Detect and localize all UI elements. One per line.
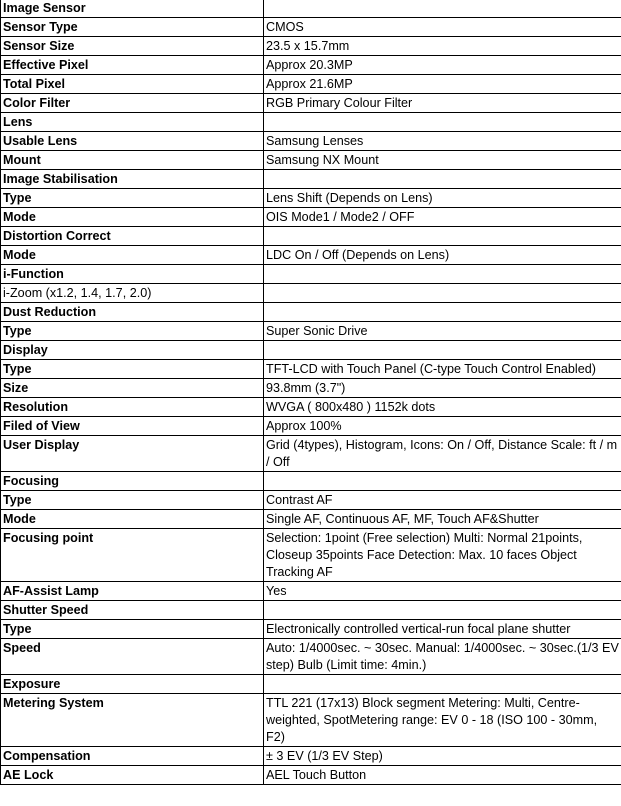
spec-label: Speed — [1, 639, 264, 675]
section-title: Distortion Correct — [1, 227, 264, 246]
spec-value: Approx 21.6MP — [264, 75, 621, 94]
spec-value — [264, 341, 621, 360]
section-title: Shutter Speed — [1, 601, 264, 620]
section-header-row — [1, 303, 621, 322]
section-header-row — [1, 341, 621, 360]
spec-label: Filed of View — [1, 417, 264, 436]
spec-value: RGB Primary Colour Filter — [264, 94, 621, 113]
section-header-row — [1, 472, 621, 491]
spec-value — [264, 265, 621, 284]
spec-value: TTL 221 (17x13) Block segment Metering: Multi, Centre-weighted, SpotMetering range: EV 0 - 18 (ISO 100 - 30mm, F2) — [264, 694, 621, 747]
spec-label: Type — [1, 620, 264, 639]
spec-value: WVGA ( 800x480 ) 1152k dots — [264, 398, 621, 417]
table-row — [1, 510, 621, 529]
table-row — [1, 18, 621, 37]
spec-label: Type — [1, 491, 264, 510]
spec-value: Auto: 1/4000sec. ~ 30sec. Manual: 1/4000sec. ~ 30sec.(1/3 EV step) Bulb (Limit time: 4min.) — [264, 639, 621, 675]
table-row — [1, 639, 621, 675]
spec-value: Samsung NX Mount — [264, 151, 621, 170]
spec-label: Compensation — [1, 747, 264, 766]
table-row — [1, 189, 621, 208]
table-row — [1, 132, 621, 151]
spec-label: Focusing point — [1, 529, 264, 582]
section-header-row — [1, 227, 621, 246]
table-row — [1, 56, 621, 75]
table-row — [1, 398, 621, 417]
spec-value: Approx 100% — [264, 417, 621, 436]
table-row — [1, 322, 621, 341]
table-row — [1, 582, 621, 601]
spec-label: Type — [1, 189, 264, 208]
spec-label: Effective Pixel — [1, 56, 264, 75]
table-row — [1, 246, 621, 265]
spec-label: Usable Lens — [1, 132, 264, 151]
section-title: Lens — [1, 113, 264, 132]
spec-label: Mount — [1, 151, 264, 170]
section-title: Focusing — [1, 472, 264, 491]
section-title: i-Function — [1, 265, 264, 284]
table-row — [1, 379, 621, 398]
spec-label: AE Lock — [1, 766, 264, 785]
spec-label: Sensor Type — [1, 18, 264, 37]
table-row — [1, 491, 621, 510]
spec-label: Type — [1, 322, 264, 341]
spec-value: LDC On / Off (Depends on Lens) — [264, 246, 621, 265]
spec-label: User Display — [1, 436, 264, 472]
spec-value: Lens Shift (Depends on Lens) — [264, 189, 621, 208]
spec-value: TFT-LCD with Touch Panel (C-type Touch Control Enabled) — [264, 360, 621, 379]
spec-value — [264, 675, 621, 694]
spec-value: CMOS — [264, 18, 621, 37]
spec-value — [264, 284, 621, 303]
section-title: Display — [1, 341, 264, 360]
section-title: Image Stabilisation — [1, 170, 264, 189]
spec-value: AEL Touch Button — [264, 766, 621, 785]
section-title: Dust Reduction — [1, 303, 264, 322]
spec-value: 93.8mm (3.7") — [264, 379, 621, 398]
spec-value: Approx 20.3MP — [264, 56, 621, 75]
table-row — [1, 94, 621, 113]
spec-value — [264, 472, 621, 491]
spec-value — [264, 0, 621, 18]
section-header-row — [1, 675, 621, 694]
spec-value — [264, 227, 621, 246]
table-row — [1, 284, 621, 303]
table-row — [1, 766, 621, 785]
table-row — [1, 620, 621, 639]
spec-label: Metering System — [1, 694, 264, 747]
spec-value: Yes — [264, 582, 621, 601]
spec-label: Color Filter — [1, 94, 264, 113]
spec-value: ± 3 EV (1/3 EV Step) — [264, 747, 621, 766]
spec-label: Sensor Size — [1, 37, 264, 56]
spec-label: Mode — [1, 510, 264, 529]
section-header-row — [1, 170, 621, 189]
table-row — [1, 747, 621, 766]
spec-value: 23.5 x 15.7mm — [264, 37, 621, 56]
spec-value — [264, 601, 621, 620]
spec-value: Grid (4types), Histogram, Icons: On / Off, Distance Scale: ft / m / Off — [264, 436, 621, 472]
table-row — [1, 694, 621, 747]
section-header-row — [1, 0, 621, 18]
spec-value: Samsung Lenses — [264, 132, 621, 151]
table-row — [1, 436, 621, 472]
spec-label: Total Pixel — [1, 75, 264, 94]
table-row — [1, 75, 621, 94]
table-row — [1, 37, 621, 56]
table-row — [1, 529, 621, 582]
spec-value — [264, 170, 621, 189]
spec-label: AF-Assist Lamp — [1, 582, 264, 601]
spec-value — [264, 113, 621, 132]
spec-value: Super Sonic Drive — [264, 322, 621, 341]
spec-table-body — [1, 0, 621, 785]
spec-label: i-Zoom (x1.2, 1.4, 1.7, 2.0) — [1, 284, 264, 303]
spec-label: Mode — [1, 208, 264, 227]
spec-label: Type — [1, 360, 264, 379]
spec-value: OIS Mode1 / Mode2 / OFF — [264, 208, 621, 227]
spec-value: Single AF, Continuous AF, MF, Touch AF&Shutter — [264, 510, 621, 529]
table-row — [1, 417, 621, 436]
spec-label: Resolution — [1, 398, 264, 417]
section-header-row — [1, 265, 621, 284]
section-header-row — [1, 601, 621, 620]
table-row — [1, 360, 621, 379]
spec-label: Size — [1, 379, 264, 398]
section-title: Image Sensor — [1, 0, 264, 18]
section-title: Exposure — [1, 675, 264, 694]
spec-label: Mode — [1, 246, 264, 265]
spec-value: Electronically controlled vertical-run focal plane shutter — [264, 620, 621, 639]
spec-value — [264, 303, 621, 322]
spec-value: Contrast AF — [264, 491, 621, 510]
table-row — [1, 208, 621, 227]
spec-value: Selection: 1point (Free selection) Multi: Normal 21points, Closeup 35points Face Detection: Max. 10 faces Object Tracking AF — [264, 529, 621, 582]
table-row — [1, 151, 621, 170]
section-header-row — [1, 113, 621, 132]
